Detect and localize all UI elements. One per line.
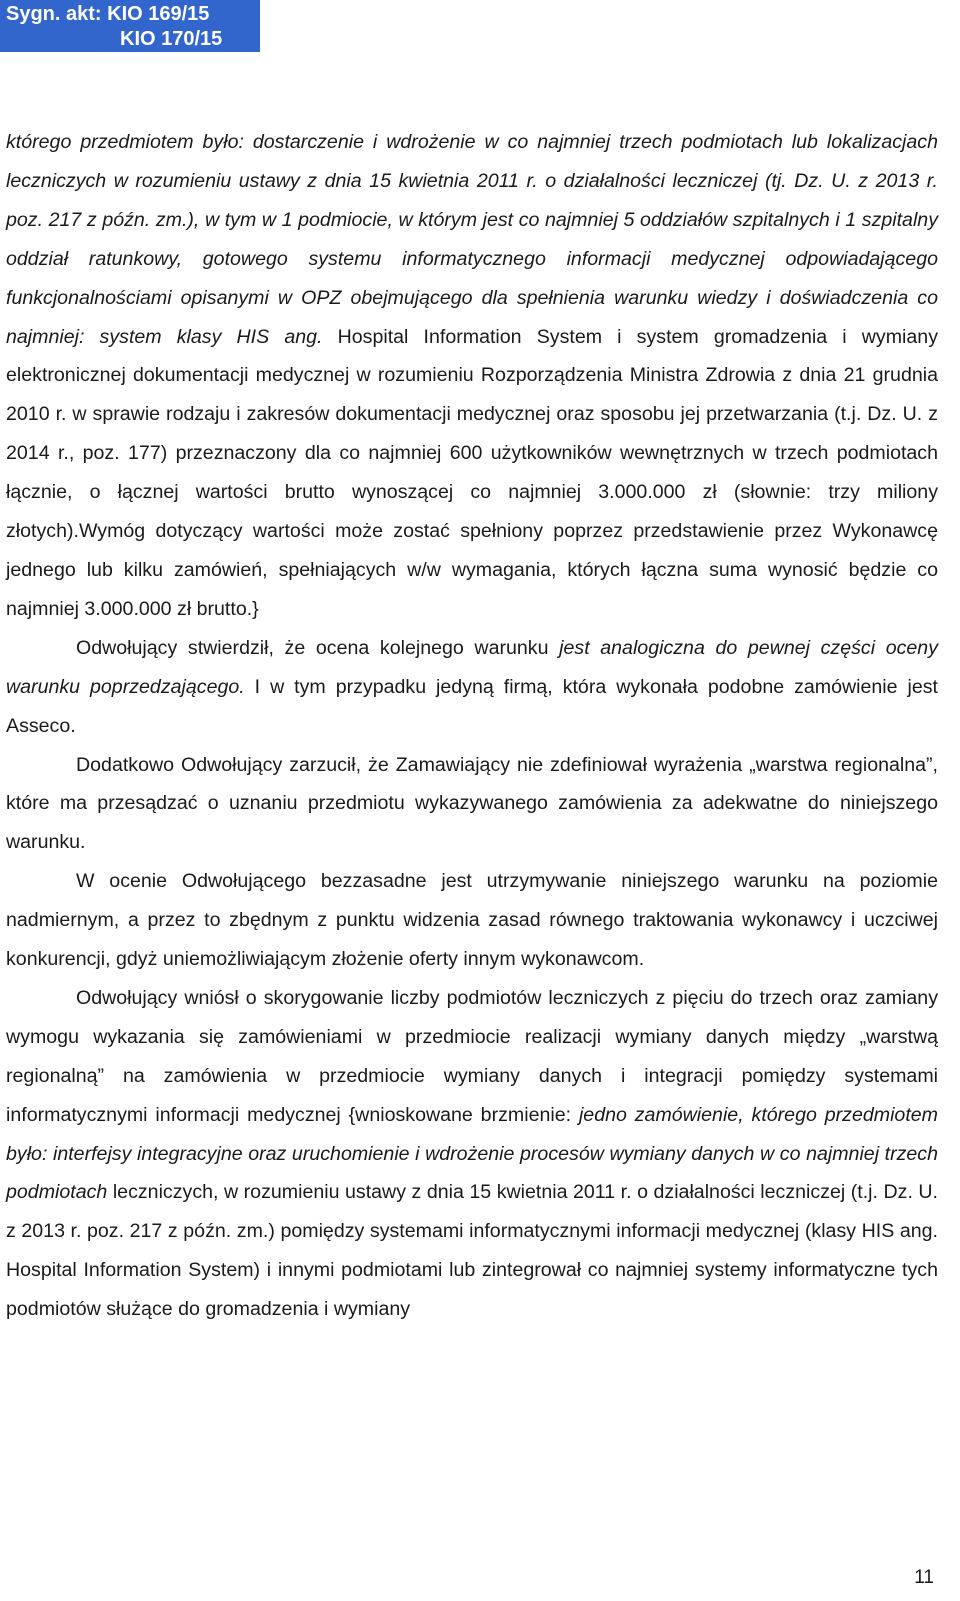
text-run: W ocenie Odwołującego bezzasadne jest utrzymywanie niniejszego warunku na poziomie nadmiernym, a przez to zbędnym z punktu widzenia zasad równego traktowania wykonawcy i uczciwej konkurencji, gdyż uniemożliwiającym złożenie oferty innym wykonawcom. [6,870,938,971]
case-signature-line-1: Sygn. akt: KIO 169/15 [6,3,210,25]
case-signature-header [0,0,260,52]
paragraph-2 [6,629,938,746]
page-number: 11 [914,1567,934,1588]
paragraph-1 [6,123,938,629]
text-run: leczniczych, w rozumieniu ustawy z dnia 15 kwietnia 2011 r. o działalności leczniczej (t.j. Dz. U. z 2013 r. poz. 217 z późn. zm.) pomiędzy systemami informatycznymi informacji medycznej (klasy HIS ang. Hospital Information System) i innymi podmiotami lub zintegrował co najmniej systemy informatyczne tych podmiotów służące do gromadzenia i wymiany [6,1181,938,1321]
text-run: Odwołujący stwierdził, że ocena kolejnego warunku [76,636,560,659]
text-run: Odwołujący wniósł o skorygowanie liczby podmiotów leczniczych z pięciu do trzech oraz zamiany wymogu wykazania się zamówieniami w przedmiocie realizacji wymiany danych między „warstwą regionalną” na zamówienia w przedmiocie wymiany danych i integracji pomiędzy systemami informatycznymi informacji medycznej {wnioskowane brzmienie: [6,986,938,1126]
document-body [6,123,938,1329]
text-run: I w tym przypadku jedyną firmą, która wykonała podobne zamówienie jest Asseco. [6,675,938,737]
text-run: Hospital Information System i system gromadzenia i wymiany elektronicznej dokumentacji medycznej w rozumieniu Rozporządzenia Ministra Zdrowia z dnia 21 grudnia 2010 r. w sprawie rodzaju i zakresów dokumentacji medycznej oraz sposobu jej przetwarzania (t.j. Dz. U. z 2014 r., poz. 177) przeznaczony dla co najmniej 600 użytkowników wewnętrznych w trzech podmiotach łącznie, o łącznej wartości brutto wynoszącej co najmniej 3.000.000 zł (słownie: trzy miliony złotych).Wymóg dotyczący wartości może zostać spełniony poprzez przedstawienie przez Wykonawcę jednego lub kilku zamówień, spełniających w/w wymagania, których łączna suma wynosić będzie co najmniej 3.000.000 zł brutto.} [6,325,938,620]
case-signature-line-2: KIO 170/15 [120,28,223,50]
text-run: jedno zamówienie, którego przedmiotem było: interfejsy integracyjne oraz uruchomienie i wdrożenie procesów wymiany danych w co najmniej trzech podmiotach [6,1103,938,1204]
text-run: Dodatkowo Odwołujący zarzucił, że Zamawiający nie zdefiniował wyrażenia „warstwa regionalna”, które ma przesądzać o uznaniu przedmiotu wykazywanego zamówienia za adekwatne do niniejszego warunku. [6,753,938,854]
text-run: jest analogiczna do pewnej części oceny warunku poprzedzającego. [6,636,938,698]
paragraph-5 [6,979,938,1329]
paragraph-3 [6,746,938,863]
text-run: którego przedmiotem było: dostarczenie i wdrożenie w co najmniej trzech podmiotach lub lokalizacjach leczniczych w rozumieniu ustawy z dnia 15 kwietnia 2011 r. o działalności leczniczej (tj. Dz. U. z 2013 r. poz. 217 z późn. zm.), w tym w 1 podmiocie, w którym jest co najmniej 5 oddziałów szpitalnych i 1 szpitalny oddział ratunkowy, gotowego systemu informatycznego informacji medycznej odpowiadającego funkcjonalnościami opisanymi w OPZ obejmującego dla spełnienia warunku wiedzy i doświadczenia co najmniej: system klasy HIS ang. [6,131,938,348]
paragraph-4 [6,862,938,979]
